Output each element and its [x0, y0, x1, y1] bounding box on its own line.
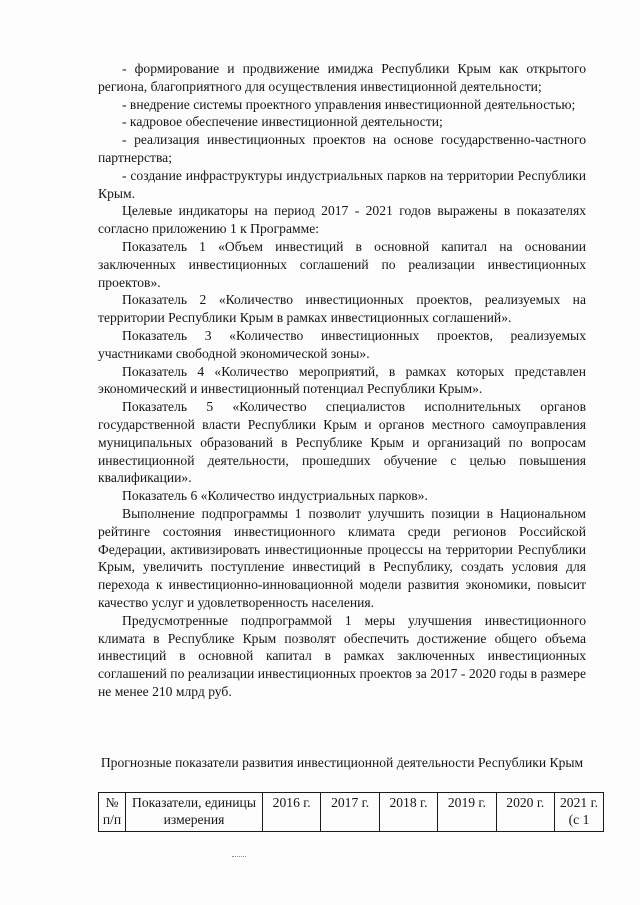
table-header-row — [99, 793, 604, 832]
paragraph-indicator-4: Показатель 4 «Количество мероприятий, в рамках которых представлен экономический и инвестиционный потенциал Республики Крым». — [98, 363, 586, 397]
header-cell-2020: 2020 г. — [496, 793, 554, 832]
paragraph-bullet-industrial-parks: - создание инфраструктуры индустриальных парков на территории Республики Крым. — [98, 167, 586, 201]
paragraph-bullet-staffing: - кадровое обеспечение инвестиционной деятельности; — [122, 114, 443, 130]
paragraph-indicator-3: Показатель 3 «Количество инвестиционных проектов, реализуемых участниками свободной экономической зоны». — [98, 327, 586, 361]
forecast-table — [98, 792, 604, 832]
paragraph-indicator-6: Показатель 6 «Количество индустриальных парков». — [122, 488, 428, 504]
paragraph-bullet-project-management: - внедрение системы проектного управления инвестиционной деятельностью; — [122, 96, 576, 112]
paragraph-subprogram-outcome: Выполнение подпрограммы 1 позволит улучшить позиции в Национальном рейтинге состояния инвестиционного климата среди регионов Российской Федерации, активизировать инвестиционные процессы на территории Республики Крым, увеличить поступление инвестиций в Республику, создать условия для перехода к инвестиционно-инновационной модели развития экономики, повысит качество услуг и удовлетворенность населения. — [98, 505, 586, 610]
paragraph-indicator-2: Показатель 2 «Количество инвестиционных проектов, реализуемых на территории Республики Крым в рамках инвестиционных соглашений». — [98, 292, 586, 326]
table-caption: Прогнозные показатели развития инвестиционной деятельности Республики Крым — [100, 755, 584, 770]
header-cell-number: № п/п — [99, 793, 126, 832]
header-cell-2021: 2021 г. (с 1 — [555, 793, 604, 832]
scan-speck — [232, 856, 246, 859]
header-cell-indicator: Показатели, единицы измерения — [126, 793, 263, 832]
header-cell-2017: 2017 г. — [321, 793, 379, 832]
paragraph-investment-volume: Предусмотренные подпрограммой 1 меры улучшения инвестиционного климата в Республике Крым позволят обеспечить достижение общего объема инвестиций в основной капитал в рамках заключенных инвестиционных соглашений по реализации инвестиционных проектов за 2017 - 2020 годы в размере не менее 210 млрд руб. — [98, 612, 586, 699]
paragraph-bullet-image: - формирование и продвижение имиджа Республики Крым как открытого региона, благоприятного для осуществления инвестиционной деятельности; — [98, 61, 586, 94]
paragraph-target-indicators: Целевые индикаторы на период 2017 - 2021 годов выражены в показателях согласно приложению 1 к Программе: — [98, 203, 586, 237]
body-text — [98, 60, 586, 701]
paragraph-indicator-1: Показатель 1 «Объем инвестиций в основной капитал на основании заключенных инвестиционных соглашений по реализации инвестиционных проектов». — [98, 238, 586, 290]
header-cell-2019: 2019 г. — [438, 793, 496, 832]
header-cell-2018: 2018 г. — [379, 793, 437, 832]
paragraph-bullet-ppp: - реализация инвестиционных проектов на основе государственно-частного партнерства; — [98, 132, 586, 165]
header-cell-2016: 2016 г. — [263, 793, 321, 832]
paragraph-indicator-5: Показатель 5 «Количество специалистов исполнительных органов государственной власти Республики Крым и органов местного самоуправления муниципальных образований в Республике Крым и организаций по вопросам инвестиционной деятельности, прошедших обучение с целью повышения квалификации». — [98, 399, 586, 486]
